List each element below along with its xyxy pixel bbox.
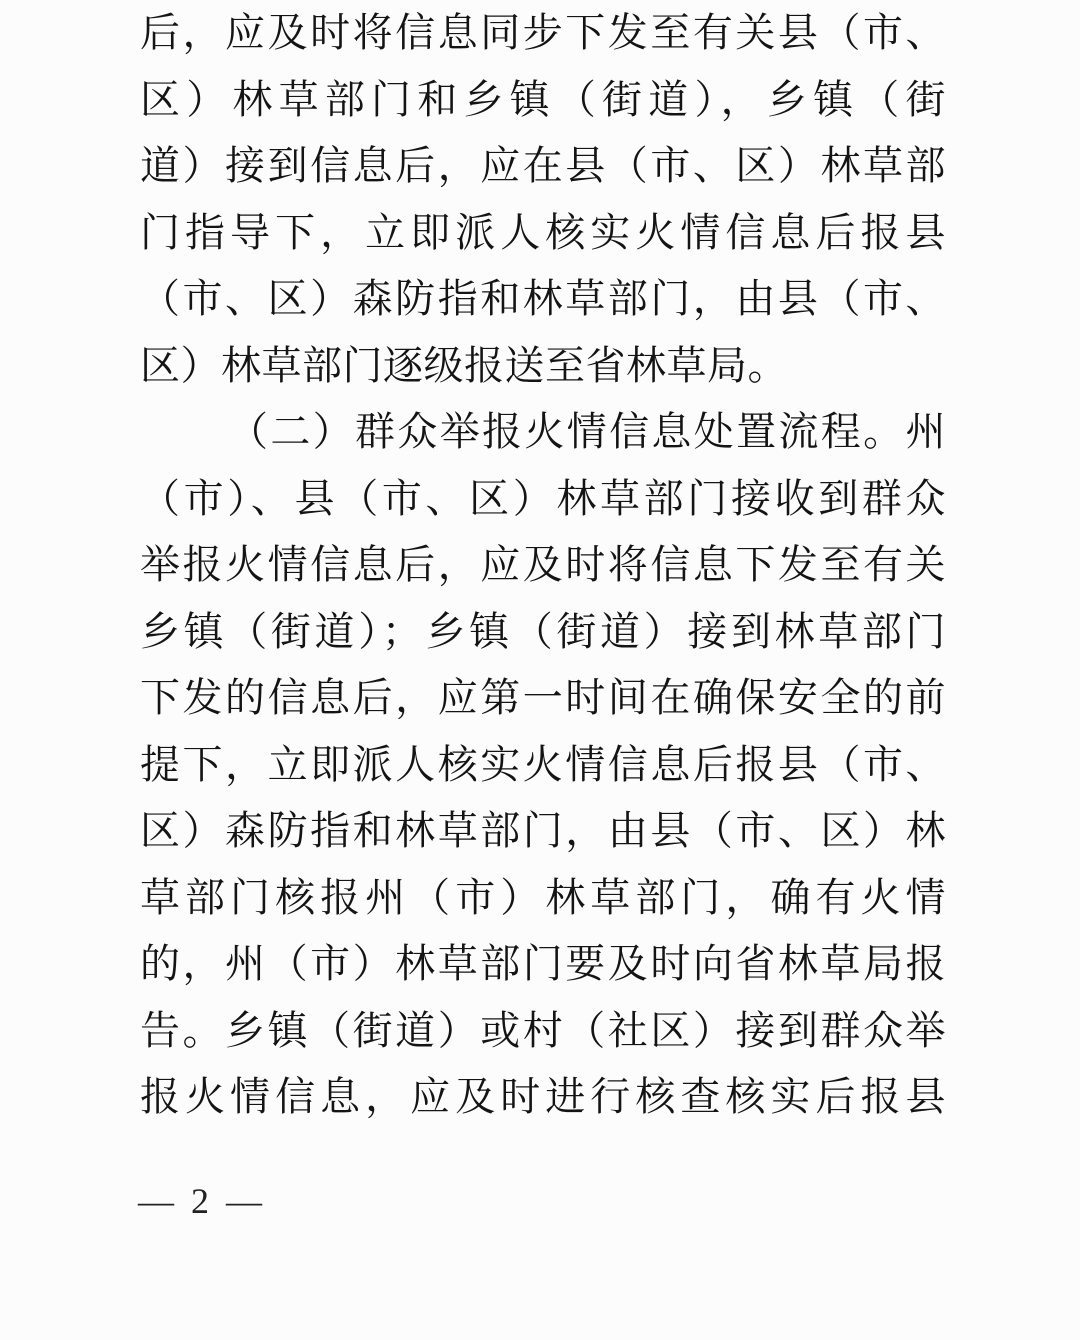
- text-line: 门指导下，立即派人核实火情信息后报县: [140, 209, 946, 255]
- text-line: （市、区）森防指和林草部门，由县（市、: [140, 276, 946, 321]
- text-line: （二）群众举报火情信息处置流程。州: [228, 409, 946, 454]
- text-line: （市）、县（市、区）林草部门接收到群众: [140, 475, 946, 521]
- text-line: 后，应及时将信息同步下发至有关县（市、: [140, 10, 946, 55]
- text-line: 告。乡镇（街道）或村（社区）接到群众举: [140, 1007, 946, 1053]
- text-line: 区）森防指和林草部门，由县（市、区）林: [140, 808, 946, 853]
- text-line: 草部门核报州（市）林草部门，确有火情: [140, 874, 946, 920]
- text-line: 乡镇（街道）；乡镇（街道）接到林草部门: [140, 608, 946, 654]
- text-line: 道）接到信息后，应在县（市、区）林草部: [140, 143, 946, 188]
- page-number: — 2 —: [138, 1181, 266, 1221]
- document-body: [140, 0, 946, 1131]
- text-line: 区）林草部门逐级报送至省林草局。: [140, 342, 788, 388]
- text-line: 区）林草部门和乡镇（街道），乡镇（街: [140, 76, 946, 122]
- text-line: 报火情信息，应及时进行核查核实后报县: [140, 1074, 946, 1119]
- text-line: 的，州（市）林草部门要及时向省林草局报: [140, 941, 946, 986]
- text-line: 提下，立即派人核实火情信息后报县（市、: [140, 741, 946, 787]
- text-line: 下发的信息后，应第一时间在确保安全的前: [140, 675, 946, 720]
- text-line: 举报火情信息后，应及时将信息下发至有关: [140, 542, 946, 587]
